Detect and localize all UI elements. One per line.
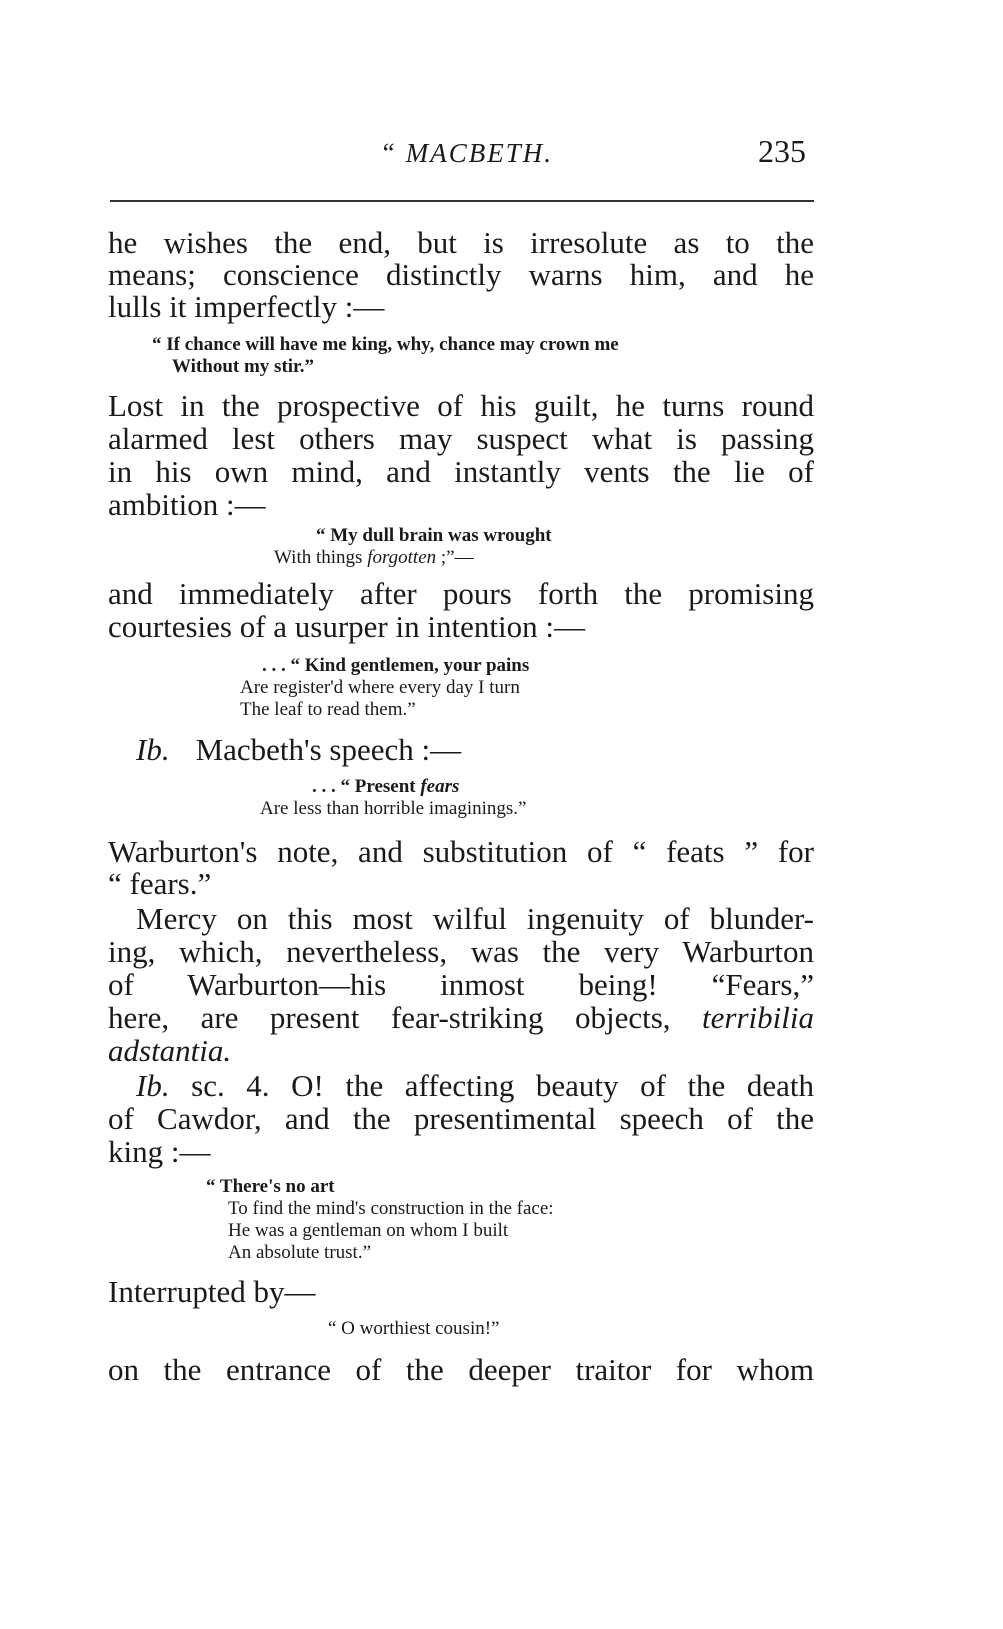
quote-italic-word: forgotten xyxy=(367,547,437,568)
body-line: ing, which, nevertheless, was the very Warburton xyxy=(108,934,814,969)
body-line: of Warburton—his inmost being! “Fears,” xyxy=(108,967,814,1002)
body-line: means; conscience distinctly warns him, and he xyxy=(108,257,814,292)
page-number: 235 xyxy=(758,133,806,169)
body-text: here, are present fear-striking objects, xyxy=(108,1000,703,1035)
body-line: Mercy on this most wilful ingenuity of blunder- xyxy=(136,901,814,936)
body-text: Macbeth's speech :— xyxy=(195,732,462,767)
running-title: “ MACBETH. xyxy=(380,138,554,168)
body-line: adstantia. xyxy=(108,1033,232,1068)
quote-line: Are register'd where every day I turn xyxy=(240,677,520,698)
quote-line: “ O worthiest cousin!” xyxy=(328,1318,500,1339)
body-line xyxy=(136,733,842,767)
body-line: Interrupted by— xyxy=(108,1274,316,1309)
body-italic-word: terribilia xyxy=(702,1000,814,1035)
body-line: lulls it imperfectly :— xyxy=(108,289,385,324)
quote-text: With things xyxy=(274,547,368,568)
quote-line: “ If chance will have me king, why, chance may crown me xyxy=(152,334,619,355)
body-line: Lost in the prospective of his guilt, he turns round xyxy=(108,388,814,423)
header-rule xyxy=(110,200,814,202)
quote-line: To find the mind's construction in the face: xyxy=(228,1198,554,1219)
body-line: ambition :— xyxy=(108,487,266,522)
quote-text: ;”— xyxy=(436,547,474,568)
quote-line xyxy=(312,776,459,798)
body-line: king :— xyxy=(108,1134,211,1169)
quote-line: “ There's no art xyxy=(206,1176,335,1197)
quote-line: Without my stir.” xyxy=(172,356,314,377)
body-line: and immediately after pours forth the promising xyxy=(108,576,814,611)
body-text: sc. 4. O! the affecting beauty of the death xyxy=(191,1068,814,1103)
body-line xyxy=(136,1069,814,1103)
quote-italic-word: fears xyxy=(420,776,460,797)
quote-line: An absolute trust.” xyxy=(228,1242,372,1263)
body-line: Warburton's note, and substitution of “ feats ” for xyxy=(108,834,814,869)
quote-line: Are less than horrible imaginings.” xyxy=(260,798,527,819)
ib-label: Ib. xyxy=(136,1068,170,1103)
body-line: of Cawdor, and the presentimental speech of the xyxy=(108,1101,814,1136)
body-line: “ fears.” xyxy=(108,866,212,901)
quote-text: . . . “ Present xyxy=(312,776,421,797)
ib-label: Ib. xyxy=(136,732,170,767)
body-line: on the entrance of the deeper traitor for whom xyxy=(108,1352,814,1387)
body-line: in his own mind, and instantly vents the lie of xyxy=(108,454,814,489)
quote-line: He was a gentleman on whom I built xyxy=(228,1220,509,1241)
body-line: he wishes the end, but is irresolute as to the xyxy=(108,225,814,260)
body-line: courtesies of a usurper in intention :— xyxy=(108,609,585,644)
quote-line: . . . “ Kind gentlemen, your pains xyxy=(262,655,530,676)
quote-line: The leaf to read them.” xyxy=(240,699,416,720)
body-line xyxy=(108,1001,814,1035)
body-line: alarmed lest others may suspect what is passing xyxy=(108,421,814,456)
quote-line xyxy=(274,547,474,569)
quote-line: “ My dull brain was wrought xyxy=(316,525,552,546)
